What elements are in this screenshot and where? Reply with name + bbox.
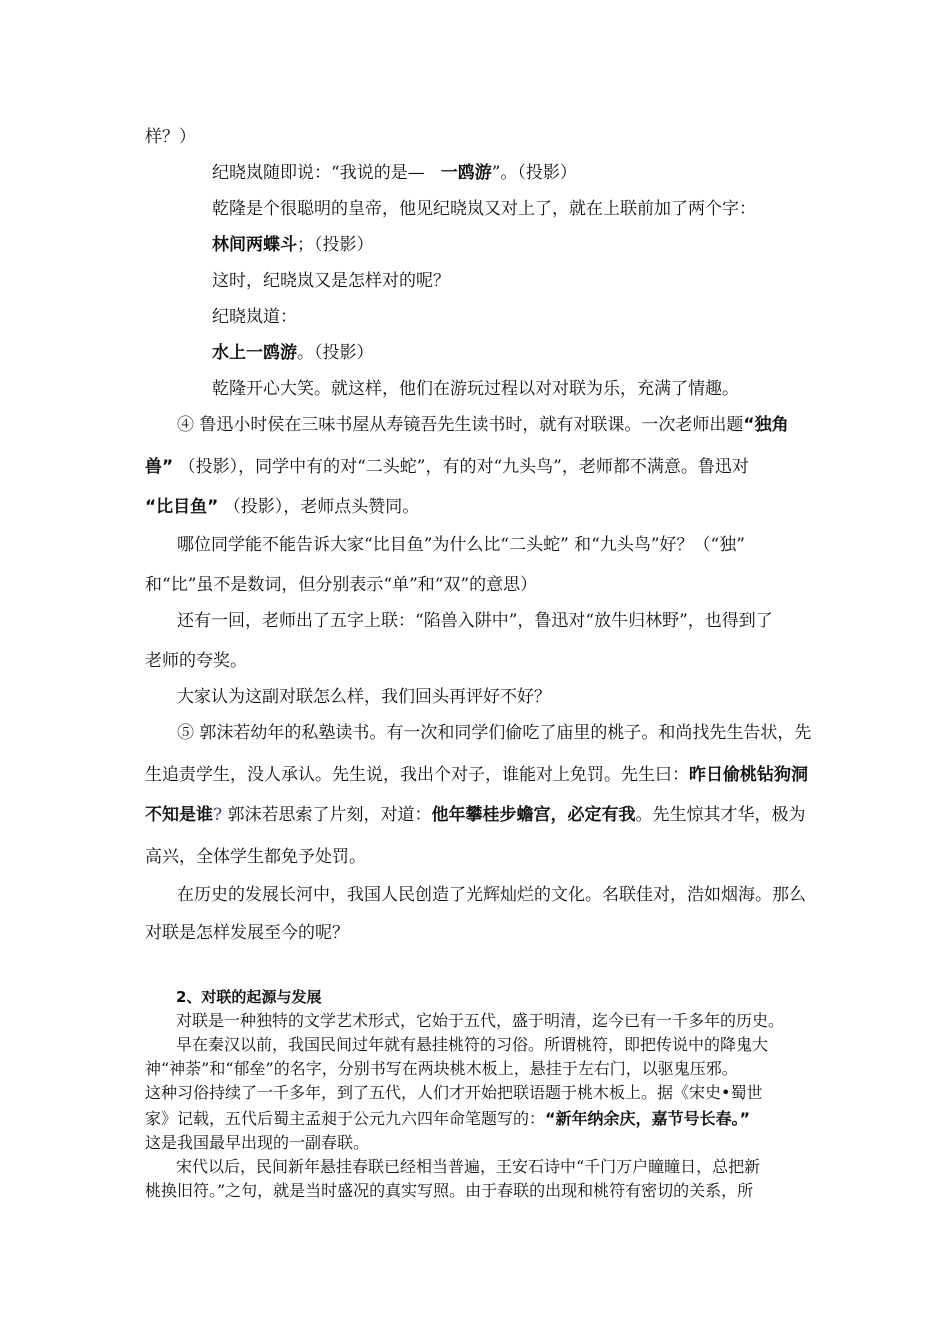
text-line: 不知是谁? 郭沫若思索了片刻，对道：他年攀桂步蟾宫，必定有我。先生惊其才华，极为 [145,805,806,825]
text-line: 家》记载，五代后蜀主孟昶于公元九六四年命笔题写的：“新年纳余庆，嘉节号长春。” [145,1109,751,1128]
text-line: 林间两蝶斗；（投影） [212,235,374,255]
text-line: 大家认为这副对联怎么样，我们回头再评好不好？ [177,687,551,707]
text-line: 桃换旧符。”之句，就是当时盛况的真实写照。由于春联的出现和桃符有密切的关系，所 [145,1181,754,1200]
text-line: 水上一鸥游。（投影） [212,343,374,363]
text-line: 对联是一种独特的文学艺术形式，它始于五代，盛于明清，迄今已有一千多年的历史。 [176,1011,785,1030]
text-line: 在历史的发展长河中，我国人民创造了光辉灿烂的文化。名联佳对，浩如烟海。那么 [177,885,806,905]
section-heading: 2、对联的起源与发展 [176,988,322,1006]
text-line: 兽” （投影），同学中有的对“二头蛇”，有的对“九头鸟”，老师都不满意。鲁迅对 [145,457,749,477]
text-line: 乾隆是个很聪明的皇帝，他见纪晓岚又对上了，就在上联前加了两个字： [212,199,756,219]
text-line: 老师的夸奖。 [145,651,247,671]
text-line: 样？） [145,127,196,147]
text-line: 乾隆开心大笑。就这样，他们在游玩过程以对对联为乐，充满了情趣。 [212,379,739,399]
text-line: 哪位同学能不能告诉大家“比目鱼”为什么比“二头蛇” 和“九头鸟”好？（“独” [177,535,745,555]
text-line: 还有一回，老师出了五字上联：“陷兽入阱中”，鲁迅对“放牛归林野”，也得到了 [177,611,773,631]
text-line: ⑤ 郭沫若幼年的私塾读书。有一次和同学们偷吃了庙里的桃子。和尚找先生告状，先 [177,723,812,743]
text-line: 纪晓岚随即说：“我说的是— 一鸥游”。（投影） [212,163,577,183]
text-line: 宋代以后，民间新年悬挂春联已经相当普遍，王安石诗中“千门万户瞳瞳日，总把新 [176,1157,761,1176]
text-line: 和“比”虽不是数词，但分别表示“单”和“双”的意思） [145,575,538,595]
text-line: 生追责学生，没人承认。先生说，我出个对子，谁能对上免罚。先生曰：昨日偷桃钻狗洞 [145,765,808,785]
text-line: 对联是怎样发展至今的呢？ [145,923,349,943]
text-line: “比目鱼” （投影），老师点头赞同。 [145,497,420,517]
text-line: 纪晓岚道： [212,307,297,327]
text-line: 神“神荼”和“郁垒”的名字，分别书写在两块桃木板上，悬挂于左右门，以驱鬼压邪。 [145,1059,738,1078]
text-line: ④ 鲁迅小时侯在三味书屋从寿镜吾先生读书时，就有对联课。一次老师出题“独角 [177,415,789,435]
text-line: 高兴，全体学生都免予处罚。 [145,847,366,867]
text-line: 这种习俗持续了一千多年，到了五代，人们才开始把联语题于桃木板上。据《宋史•蜀世 [145,1083,763,1102]
text-line: 这是我国最早出现的一副春联。 [145,1133,370,1152]
text-line: 这时，纪晓岚又是怎样对的呢？ [212,271,450,291]
text-line: 早在秦汉以前，我国民间过年就有悬挂桃符的习俗。所谓桃符，即把传说中的降鬼大 [176,1035,769,1054]
